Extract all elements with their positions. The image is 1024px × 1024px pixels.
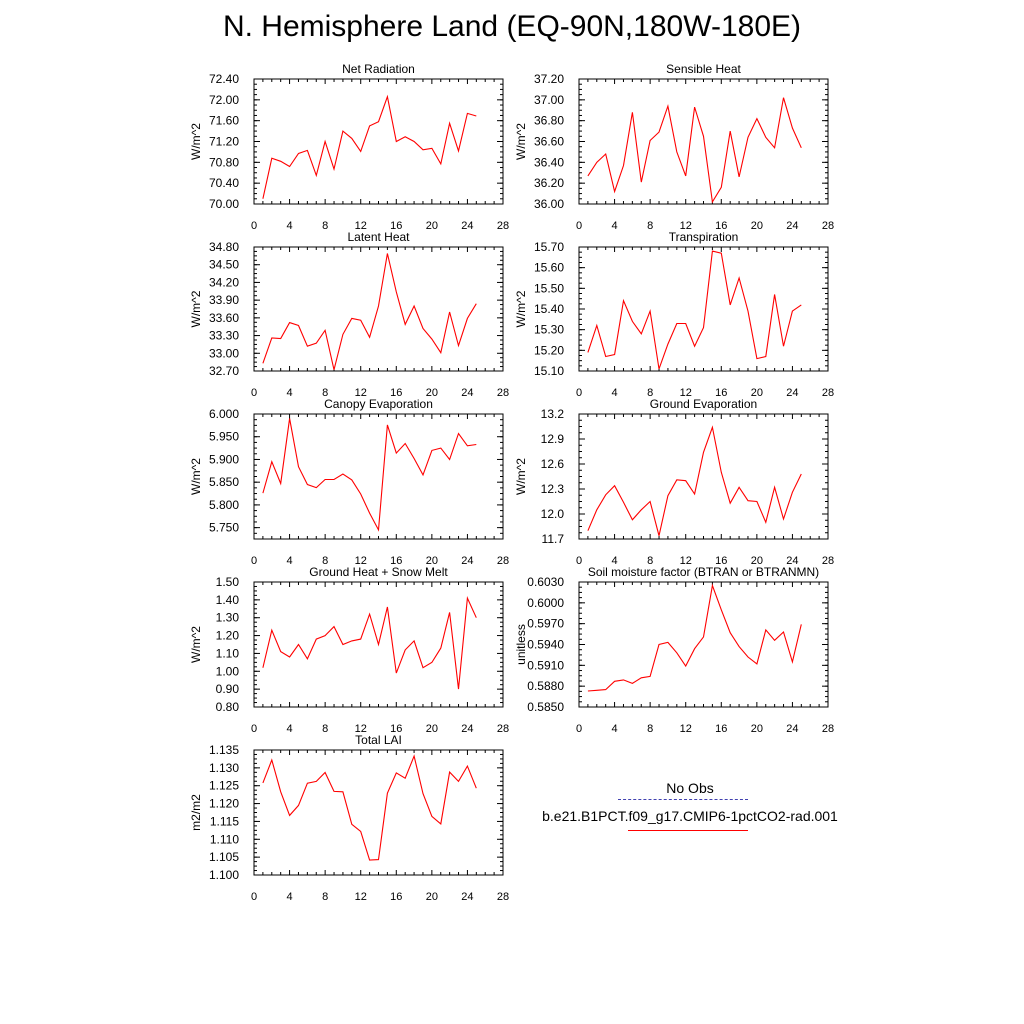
x-tick-label: 24 — [786, 387, 799, 399]
x-tick-label: 28 — [496, 555, 510, 567]
x-tick-label: 12 — [679, 387, 692, 399]
x-tick-label: 4 — [611, 387, 618, 399]
plot-frame — [254, 414, 503, 539]
y-tick-label: 1.115 — [209, 814, 239, 829]
y-tick-label: 70.40 — [208, 176, 239, 191]
y-tick-label: 33.90 — [208, 293, 239, 308]
legend-obs-label: No Obs — [666, 780, 714, 796]
x-tick-label: 24 — [786, 555, 799, 567]
x-tick-label: 12 — [354, 723, 367, 735]
y-tick-label: 0.6030 — [527, 575, 564, 589]
y-axis-label: m2/m2 — [189, 794, 203, 831]
x-tick-label: 20 — [750, 555, 763, 567]
y-tick-label: 36.20 — [533, 176, 564, 191]
page-title: N. Hemisphere Land (EQ-90N,180W-180E) — [222, 10, 802, 43]
x-tick-label: 0 — [575, 723, 583, 735]
y-tick-label: 15.70 — [533, 240, 564, 254]
y-tick-label: 0.5940 — [527, 637, 564, 652]
x-tick-label: 20 — [425, 891, 438, 903]
plot-frame — [254, 79, 503, 204]
x-tick-label: 12 — [354, 387, 367, 399]
y-axis-label: W/m^2 — [189, 626, 203, 663]
x-tick-label: 20 — [425, 220, 438, 232]
x-tick-label: 8 — [647, 387, 654, 399]
x-tick-label: 20 — [425, 387, 438, 399]
panel-title: Sensible Heat — [666, 62, 741, 76]
x-tick-label: 8 — [322, 555, 329, 567]
y-tick-label: 1.100 — [208, 868, 239, 882]
y-tick-label: 34.20 — [208, 275, 239, 290]
y-tick-label: 34.50 — [208, 257, 239, 272]
chart-panel-1 — [189, 62, 509, 232]
y-tick-label: 1.135 — [208, 743, 239, 757]
y-axis-label: W/m^2 — [189, 123, 203, 160]
x-tick-label: 28 — [496, 723, 510, 735]
y-tick-label: 1.105 — [208, 850, 239, 865]
x-tick-label: 12 — [679, 723, 692, 735]
x-tick-label: 16 — [715, 387, 728, 399]
y-tick-label: 5.750 — [208, 520, 239, 535]
x-tick-label: 24 — [461, 387, 474, 399]
x-tick-label: 4 — [611, 723, 618, 735]
y-tick-label: 6.000 — [208, 407, 239, 421]
x-tick-label: 4 — [611, 220, 618, 232]
chart-panel-4 — [514, 230, 834, 399]
x-tick-label: 16 — [715, 723, 728, 735]
x-tick-label: 20 — [750, 387, 763, 399]
panel-title: Transpiration — [668, 230, 739, 244]
y-tick-label: 33.30 — [208, 328, 239, 343]
x-tick-label: 0 — [250, 723, 258, 735]
y-tick-label: 0.80 — [215, 700, 239, 714]
y-axis-label: W/m^2 — [514, 458, 528, 495]
y-tick-label: 1.125 — [208, 778, 239, 793]
y-tick-label: 32.70 — [208, 364, 239, 378]
x-tick-label: 28 — [496, 387, 510, 399]
y-tick-label: 5.900 — [208, 452, 239, 467]
x-tick-label: 4 — [611, 555, 618, 567]
y-tick-label: 36.00 — [533, 197, 564, 211]
x-tick-label: 24 — [461, 555, 474, 567]
y-tick-label: 34.80 — [208, 240, 239, 254]
series-line — [263, 97, 476, 199]
y-tick-label: 1.110 — [209, 832, 239, 847]
y-tick-label: 37.20 — [533, 72, 564, 86]
x-tick-label: 16 — [390, 555, 403, 567]
x-tick-label: 24 — [461, 723, 474, 735]
y-axis-label: unitless — [514, 624, 528, 665]
y-axis-label: W/m^2 — [189, 290, 203, 328]
x-tick-label: 28 — [496, 891, 510, 903]
y-tick-label: 70.00 — [208, 197, 239, 211]
y-tick-label: 1.40 — [215, 592, 239, 607]
x-tick-label: 20 — [750, 723, 763, 735]
plot-frame — [579, 582, 828, 707]
x-tick-label: 28 — [496, 220, 510, 232]
x-tick-label: 16 — [390, 387, 403, 399]
y-tick-label: 36.60 — [533, 134, 564, 149]
series-line — [263, 254, 476, 370]
y-tick-label: 11.7 — [541, 532, 564, 546]
x-tick-label: 20 — [750, 220, 763, 232]
x-tick-label: 0 — [250, 387, 258, 399]
y-tick-label: 15.30 — [533, 322, 564, 337]
x-tick-label: 28 — [821, 387, 835, 399]
y-tick-label: 33.00 — [208, 346, 239, 361]
x-tick-label: 8 — [322, 387, 329, 399]
y-tick-label: 12.0 — [540, 507, 564, 521]
x-tick-label: 20 — [425, 555, 438, 567]
y-tick-label: 0.5850 — [527, 700, 564, 714]
panel-title: Ground Evaporation — [649, 397, 758, 411]
chart-panel-2 — [514, 62, 834, 232]
y-tick-label: 70.80 — [208, 155, 239, 170]
x-tick-label: 12 — [354, 555, 367, 567]
y-tick-label: 5.800 — [208, 497, 239, 512]
y-tick-label: 1.20 — [215, 628, 239, 643]
y-tick-label: 15.20 — [533, 343, 564, 358]
panel-title: Ground Heat + Snow Melt — [309, 565, 448, 579]
y-tick-label: 15.50 — [533, 281, 564, 296]
y-tick-label: 72.00 — [208, 92, 239, 107]
series-line — [588, 427, 801, 535]
series-line — [263, 756, 476, 860]
x-tick-label: 0 — [575, 387, 583, 399]
x-tick-label: 12 — [679, 220, 692, 232]
x-tick-label: 24 — [786, 220, 799, 232]
y-tick-label: 1.10 — [215, 646, 239, 661]
x-tick-label: 24 — [786, 723, 799, 735]
x-tick-label: 16 — [390, 723, 403, 735]
y-tick-label: 15.60 — [533, 260, 564, 275]
y-tick-label: 71.60 — [208, 113, 239, 128]
y-tick-label: 5.850 — [208, 475, 239, 490]
x-tick-label: 16 — [715, 555, 728, 567]
chart-panel-7 — [189, 565, 509, 735]
y-tick-label: 5.950 — [208, 429, 239, 444]
panel-title: Soil moisture factor (BTRAN or BTRANMN) — [587, 565, 820, 579]
y-axis-label: W/m^2 — [514, 123, 528, 160]
chart-panel-8 — [514, 565, 834, 735]
y-tick-label: 0.5970 — [527, 616, 564, 631]
y-tick-label: 1.50 — [215, 575, 239, 589]
plot-frame — [254, 247, 503, 371]
panel-title: Canopy Evaporation — [324, 397, 433, 411]
y-tick-label: 72.40 — [208, 72, 239, 86]
x-tick-label: 28 — [821, 723, 835, 735]
y-tick-label: 15.10 — [533, 364, 564, 378]
x-tick-label: 12 — [679, 555, 692, 567]
x-tick-label: 0 — [250, 220, 258, 232]
x-tick-label: 0 — [250, 891, 258, 903]
y-tick-label: 1.30 — [215, 610, 239, 625]
y-tick-label: 15.40 — [533, 302, 564, 316]
y-tick-label: 36.80 — [533, 113, 564, 128]
x-tick-label: 4 — [286, 891, 293, 903]
x-tick-label: 20 — [425, 723, 438, 735]
legend-run-line — [628, 830, 748, 831]
y-tick-label: 0.5880 — [527, 679, 564, 694]
x-tick-label: 24 — [461, 220, 474, 232]
x-tick-label: 8 — [322, 723, 329, 735]
y-tick-label: 13.2 — [540, 407, 564, 421]
x-tick-label: 4 — [286, 555, 293, 567]
x-tick-label: 28 — [821, 555, 835, 567]
x-tick-label: 8 — [322, 891, 329, 903]
panel-title: Net Radiation — [342, 62, 415, 76]
y-tick-label: 37.00 — [533, 92, 564, 107]
series-line — [588, 586, 801, 692]
y-tick-label: 33.60 — [208, 310, 239, 325]
x-tick-label: 4 — [286, 387, 293, 399]
y-tick-label: 71.20 — [208, 134, 239, 149]
y-tick-label: 1.120 — [208, 796, 239, 811]
x-tick-label: 0 — [575, 220, 583, 232]
chart-panel-3 — [189, 230, 509, 399]
panel-title: Total LAI — [355, 733, 402, 747]
x-tick-label: 24 — [461, 891, 474, 903]
x-tick-label: 16 — [390, 220, 403, 232]
plot-frame — [579, 247, 828, 371]
x-tick-label: 4 — [286, 220, 293, 232]
series-line — [588, 98, 801, 202]
legend-obs-line — [618, 799, 748, 800]
x-tick-label: 8 — [647, 220, 654, 232]
x-tick-label: 4 — [286, 723, 293, 735]
x-tick-label: 12 — [354, 891, 367, 903]
chart-panel-5 — [189, 397, 509, 567]
x-tick-label: 12 — [354, 220, 367, 232]
x-tick-label: 16 — [715, 220, 728, 232]
x-tick-label: 28 — [821, 220, 835, 232]
series-line — [588, 251, 801, 369]
y-tick-label: 0.90 — [215, 682, 239, 697]
y-axis-label: W/m^2 — [514, 290, 528, 328]
y-tick-label: 12.9 — [540, 432, 564, 446]
y-tick-label: 12.3 — [540, 482, 564, 496]
x-tick-label: 0 — [575, 555, 583, 567]
chart-panel-6 — [514, 397, 834, 567]
y-tick-label: 1.00 — [215, 664, 239, 679]
chart-panel-9 — [189, 733, 509, 903]
series-line — [263, 419, 476, 530]
x-tick-label: 8 — [647, 723, 654, 735]
y-tick-label: 0.5910 — [527, 658, 564, 673]
x-tick-label: 16 — [390, 891, 403, 903]
y-tick-label: 12.6 — [540, 457, 564, 471]
y-tick-label: 36.40 — [533, 155, 564, 170]
series-line — [263, 598, 476, 689]
y-axis-label: W/m^2 — [189, 458, 203, 495]
x-tick-label: 8 — [322, 220, 329, 232]
x-tick-label: 8 — [647, 555, 654, 567]
panel-title: Latent Heat — [347, 230, 410, 244]
y-tick-label: 0.6000 — [527, 595, 564, 610]
legend-run-label: b.e21.B1PCT.f09_g17.CMIP6-1pctCO2-rad.001 — [542, 808, 838, 824]
y-tick-label: 1.130 — [208, 760, 239, 775]
plot-frame — [579, 414, 828, 539]
x-tick-label: 0 — [250, 555, 258, 567]
